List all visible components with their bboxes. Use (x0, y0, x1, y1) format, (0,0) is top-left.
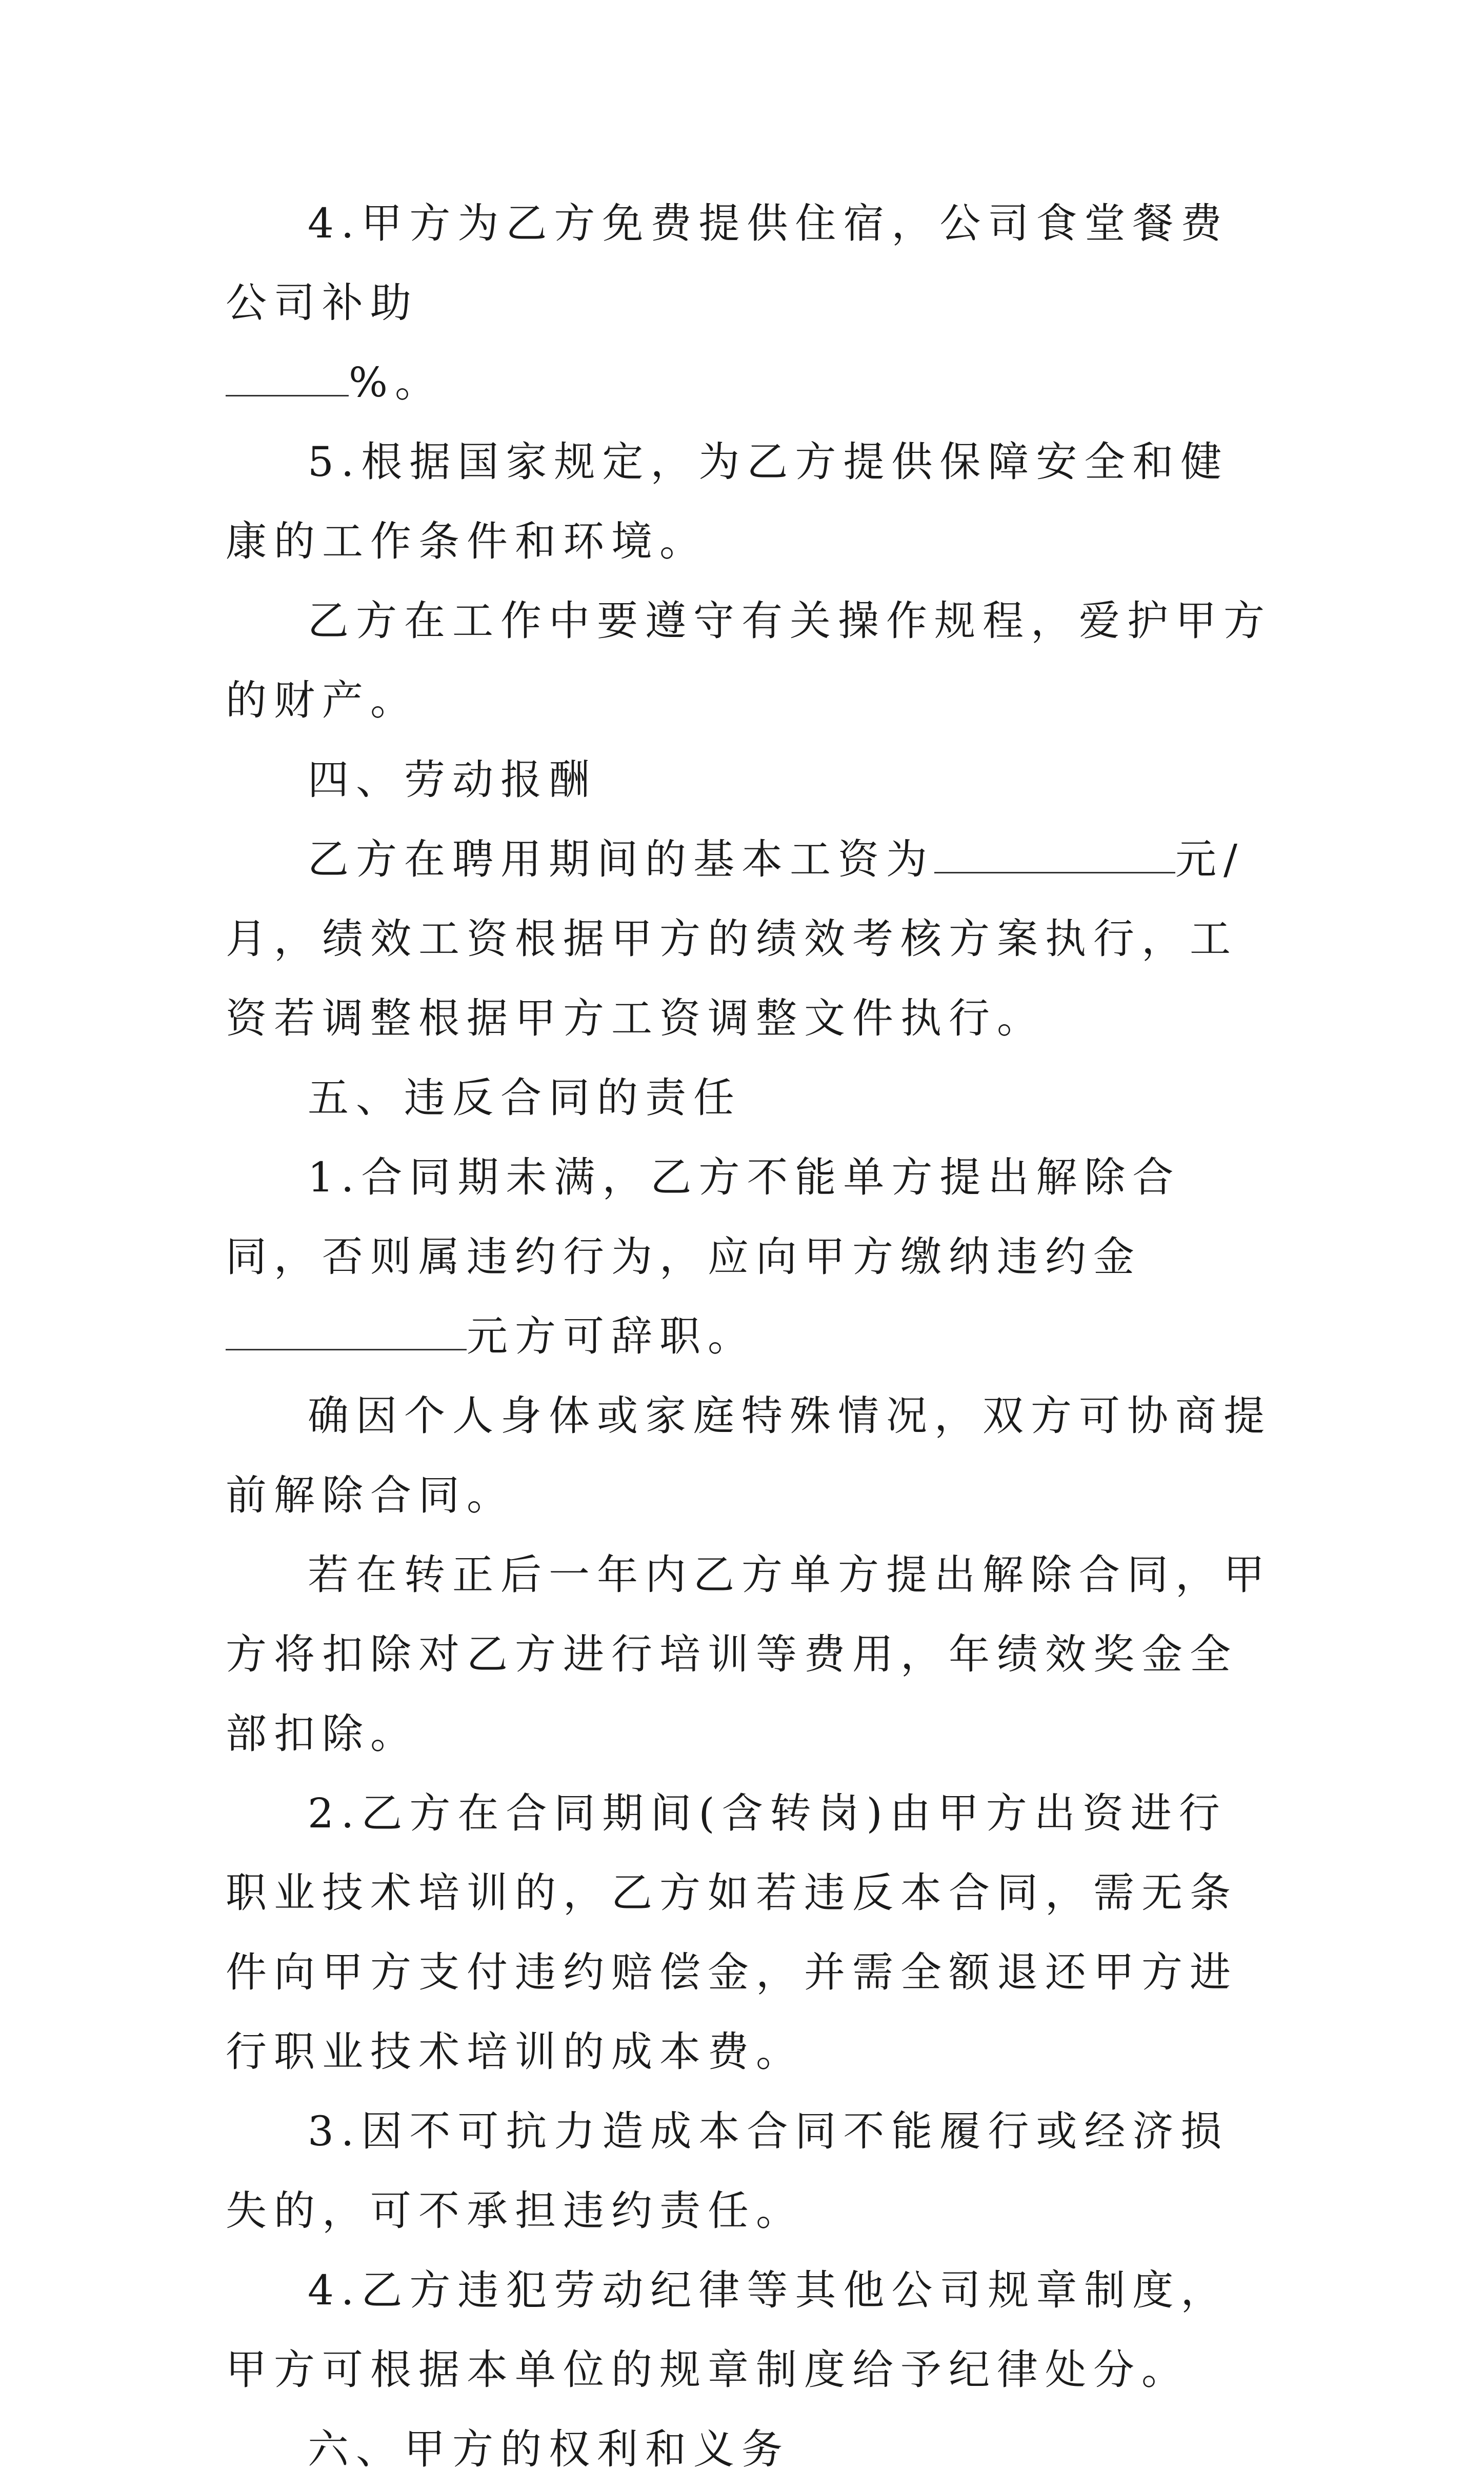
paragraph-training-deduction: 若在转正后一年内乙方单方提出解除合同，甲方将扣除对乙方进行培训等费用，年绩效奖金全部扣除。 (226, 1551, 1272, 1758)
paragraph-training-cost: 2.乙方在合同期间(含转岗)由甲方出资进行职业技术培训的，乙方如若违反本合同，需无条件向甲方支付违约赔偿金，并需全额退还甲方进行职业技术培训的成本费。 (226, 1789, 1238, 2076)
heading-remuneration: 四、劳动报酬 (308, 756, 597, 804)
paragraph-special-circumstances: 确因个人身体或家庭特殊情况，双方可协商提前解除合同。 (226, 1392, 1272, 1519)
paragraph-base-salary-text-a: 乙方在聘用期间的基本工资为 (308, 835, 934, 883)
paragraph-operating-rules: 乙方在工作中要遵守有关操作规程，爱护甲方的财产。 (226, 597, 1272, 724)
paragraph-discipline: 4.乙方违犯劳动纪律等其他公司规章制度，甲方可根据本单位的规章制度给予纪律处分。 (226, 2266, 1229, 2394)
paragraph-base-salary-text-b: 元/月，绩效工资根据甲方的绩效考核方案执行，工资若调整根据甲方工资调整文件执行。 (226, 835, 1245, 1042)
document-body (226, 184, 1272, 2489)
heading-breach-liability: 五、违反合同的责任 (308, 1074, 741, 1122)
paragraph-early-termination-text-a: 1.合同期未满，乙方不能单方提出解除合同，否则属违约行为，应向甲方缴纳违约金 (226, 1153, 1181, 1281)
paragraph-base-salary (226, 820, 1272, 1058)
paragraph-accommodation (226, 184, 1272, 422)
paragraph-early-termination-text-b: 元方可辞职。 (467, 1312, 756, 1360)
paragraph-accommodation-text: 4.甲方为乙方免费提供住宿，公司食堂餐费公司补助 (226, 200, 1229, 327)
paragraph-force-majeure: 3.因不可抗力造成本合同不能履行或经济损失的，可不承担违约责任。 (226, 2107, 1229, 2235)
base-salary-blank (934, 836, 1175, 873)
percent-sign-text: %。 (349, 359, 444, 406)
paragraph-safety-conditions: 5.根据国家规定，为乙方提供保障安全和健康的工作条件和环境。 (226, 438, 1229, 565)
paragraph-early-termination (226, 1138, 1272, 1376)
subsidy-percent-blank (226, 359, 349, 396)
penalty-amount-blank (226, 1313, 467, 1350)
heading-party-a-rights: 六、甲方的权利和义务 (308, 2425, 790, 2473)
